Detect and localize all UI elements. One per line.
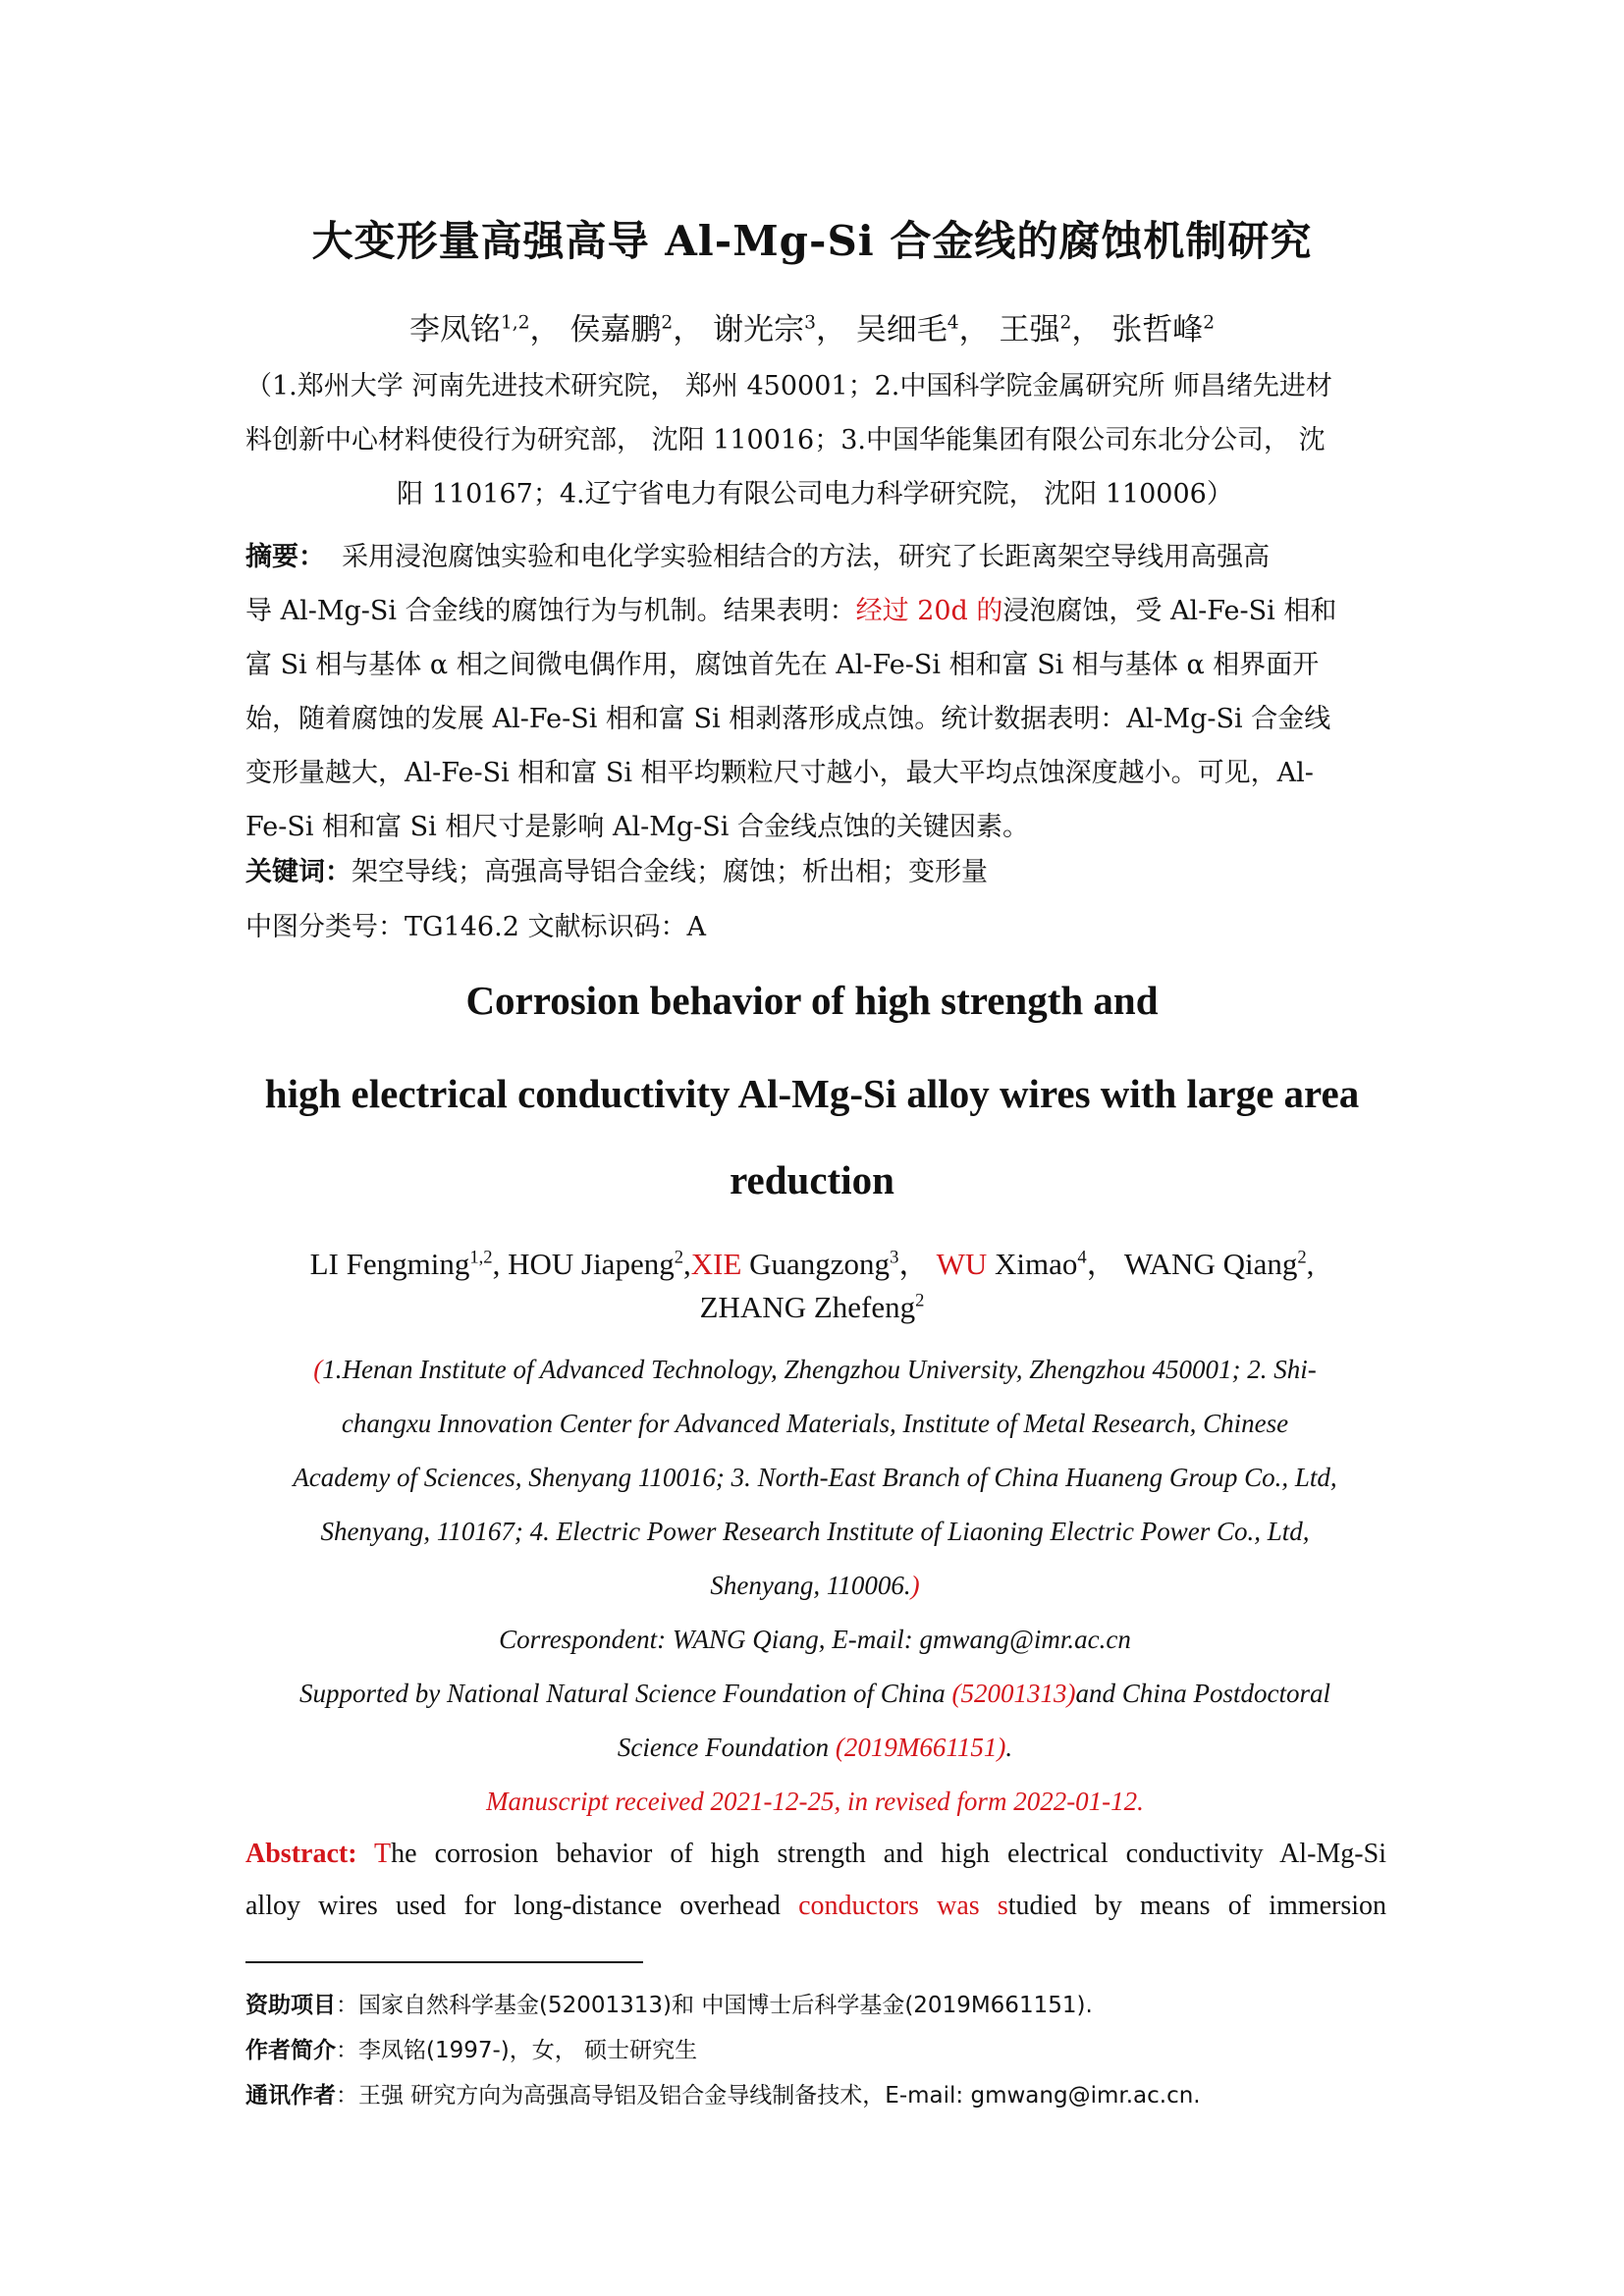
footnote-text: ：王强 研究方向为高强高导铝及铝合金导线制备技术，E-mail: gmwang@imr.ac.cn. bbox=[336, 2083, 1201, 2109]
author-en: ZHANG Zhefeng bbox=[699, 1290, 916, 1324]
title-english-line: reduction bbox=[730, 1157, 894, 1202]
author-sup: 2 bbox=[1059, 312, 1072, 334]
title-english-line: Corrosion behavior of high strength and bbox=[465, 978, 1159, 1023]
affiliation-line: 料创新中心材料使役行为研究部， 沈阳 110016；3.中国华能集团有限公司东北分公司， 沈 bbox=[245, 425, 1326, 455]
footnote-text: ：李凤铭(1997-)，女， 硕士研究生 bbox=[336, 2038, 698, 2063]
abstract-highlight: T bbox=[356, 1839, 392, 1869]
affiliation-line: Shenyang, 110006. bbox=[710, 1571, 911, 1600]
authors-chinese: 李凤铭$^{1,2}$， 侯嘉鹏$^2$， 谢光宗$^3$， 吴细毛$^4$， 王强$^2$， 张哲峰$^2$ bbox=[408, 312, 1216, 347]
classification-code: 中图分类号：TG146.2 文献标识码：A bbox=[245, 912, 706, 942]
footnote-label: 资助项目 bbox=[245, 1993, 336, 2018]
author-en: Guangzong bbox=[741, 1247, 891, 1281]
support-text: . bbox=[1005, 1733, 1013, 1762]
author-sup: 2 bbox=[674, 1247, 683, 1268]
abstract-english bbox=[245, 1828, 1386, 1932]
keywords-chinese bbox=[245, 850, 988, 888]
affiliation-line: （1.郑州大学 河南先进技术研究院， 郑州 450001；2.中国科学院金属研究所 师昌绪先进材 bbox=[245, 371, 1332, 401]
keywords-label: 关键词： bbox=[245, 857, 352, 887]
abstract-text: 导 Al-Mg-Si 合金线的腐蚀行为与机制。结果表明： bbox=[245, 596, 856, 626]
manuscript-dates: Manuscript received 2021-12-25, in revised form 2022-01-12. bbox=[486, 1787, 1144, 1816]
support-text: and China Postdoctoral bbox=[1075, 1679, 1330, 1708]
paren-open: ( bbox=[313, 1355, 323, 1384]
support-text: Science Foundation bbox=[617, 1733, 836, 1762]
author-cn: 李凤铭 bbox=[408, 312, 501, 347]
footnote-label: 作者简介 bbox=[245, 2038, 336, 2063]
author-en: LI Fengming bbox=[309, 1247, 470, 1281]
footnote-label: 通讯作者 bbox=[245, 2083, 336, 2109]
affiliation-line: 1.Henan Institute of Advanced Technology, Zhengzhou University, Zhengzhou 450001; 2. Shi- bbox=[322, 1355, 1317, 1384]
author-sup: 1,2 bbox=[469, 1247, 493, 1268]
author-cn: 张哲峰 bbox=[1111, 312, 1204, 347]
footnote-rule bbox=[245, 1961, 643, 1963]
author-sup: 2 bbox=[1203, 312, 1216, 334]
affiliation-line: 阳 110167；4.辽宁省电力有限公司电力科学研究院， 沈阳 110006） bbox=[397, 479, 1233, 509]
affiliation-line: Academy of Sciences, Shenyang 110016; 3. North-East Branch of China Huaneng Group Co., Ltd, bbox=[293, 1463, 1337, 1492]
author-cn: 王强 bbox=[999, 312, 1060, 347]
abstract-label: Abstract: bbox=[245, 1839, 357, 1869]
abstract-text: 富 Si 相与基体 α 相之间微电偶作用，腐蚀首先在 Al-Fe-Si 相和富 Si 相与基体 α 相界面开 bbox=[245, 650, 1320, 680]
affiliation-line: changxu Innovation Center for Advanced Materials, Institute of Metal Research, Chinese bbox=[341, 1409, 1289, 1438]
author-en: WANG Qiang bbox=[1123, 1247, 1298, 1281]
author-sup: 3 bbox=[804, 312, 816, 334]
footnote-author bbox=[245, 2032, 697, 2064]
author-en: HOU Jiapeng bbox=[508, 1247, 675, 1281]
grant-number: (2019M661151) bbox=[835, 1733, 1006, 1762]
abstract-label: 摘要： bbox=[245, 542, 325, 572]
title-english-line: high electrical conductivity Al-Mg-Si alloy wires with large area bbox=[264, 1071, 1360, 1116]
author-sup: 3 bbox=[890, 1247, 899, 1268]
support-text: Supported by National Natural Science Foundation of China bbox=[299, 1679, 952, 1708]
author-sup: 2 bbox=[661, 312, 674, 334]
author-cn: 谢光宗 bbox=[713, 312, 805, 347]
footnote-funding bbox=[245, 1987, 1093, 2019]
abstract-text: 变形量越大，Al-Fe-Si 相和富 Si 相平均颗粒尺寸越小，最大平均点蚀深度越小。可见，Al- bbox=[245, 758, 1314, 788]
authors-english-line2 bbox=[0, 1290, 1624, 1325]
author-sup: 2 bbox=[1297, 1247, 1307, 1268]
abstract-text: 始，随着腐蚀的发展 Al-Fe-Si 相和富 Si 相剥落形成点蚀。统计数据表明：Al-Mg-Si 合金线 bbox=[245, 704, 1331, 734]
author-en-highlight: WU bbox=[936, 1247, 988, 1281]
author-en: Ximao bbox=[987, 1247, 1078, 1281]
abstract-highlight: 经过 20d 的 bbox=[855, 596, 1003, 626]
author-sup: 4 bbox=[1077, 1247, 1087, 1268]
affiliation-chinese bbox=[245, 359, 1384, 521]
abstract-text: tudied by means of immersion bbox=[1007, 1891, 1387, 1921]
correspondent: Correspondent: WANG Qiang, E-mail: gmwang@imr.ac.cn bbox=[499, 1625, 1131, 1654]
abstract-text: 采用浸泡腐蚀实验和电化学实验相结合的方法，研究了长距离架空导线用高强高 bbox=[342, 542, 1271, 572]
grant-number: (52001313) bbox=[951, 1679, 1076, 1708]
author-sup: 2 bbox=[915, 1290, 925, 1311]
title-chinese: 大变形量高强高导 Al-Mg-Si 合金线的腐蚀机制研究 bbox=[311, 217, 1313, 265]
affiliation-line: Shenyang, 110167; 4. Electric Power Research Institute of Liaoning Electric Power Co., Ltd, bbox=[320, 1517, 1310, 1546]
abstract-chinese bbox=[245, 530, 1386, 854]
abstract-highlight: conductors was s bbox=[798, 1891, 1008, 1921]
abstract-text: Fe-Si 相和富 Si 相尺寸是影响 Al-Mg-Si 合金线点蚀的关键因素。 bbox=[245, 812, 1029, 842]
author-cn: 侯嘉鹏 bbox=[569, 312, 662, 347]
footnote-corresponding bbox=[245, 2077, 1201, 2109]
author-sup: 4 bbox=[947, 312, 959, 334]
author-en-highlight: XIE bbox=[690, 1247, 742, 1281]
author-cn: 吴细毛 bbox=[855, 312, 947, 347]
paren-close: ) bbox=[910, 1571, 920, 1600]
author-sup: 1,2 bbox=[500, 312, 530, 334]
footnote-text: ：国家自然科学基金(52001313)和 中国博士后科学基金(2019M661151). bbox=[336, 1993, 1093, 2018]
authors-english-line1: LI Fengming$^{1,2}$, HOU Jiapeng$^2$,XIE Guangzong$^3$， WU Ximao$^4$， WANG Qiang$^2$, bbox=[309, 1247, 1315, 1281]
keywords-text: 架空导线；高强高导铝合金线；腐蚀；析出相；变形量 bbox=[352, 857, 988, 887]
abstract-text: alloy wires used for long-distance overhead bbox=[245, 1891, 799, 1921]
abstract-text: he corrosion behavior of high strength and high electrical conductivity Al-Mg-Si bbox=[391, 1839, 1386, 1869]
abstract-text: 浸泡腐蚀，受 Al-Fe-Si 相和 bbox=[1002, 596, 1337, 626]
affiliation-english bbox=[245, 1343, 1384, 1829]
